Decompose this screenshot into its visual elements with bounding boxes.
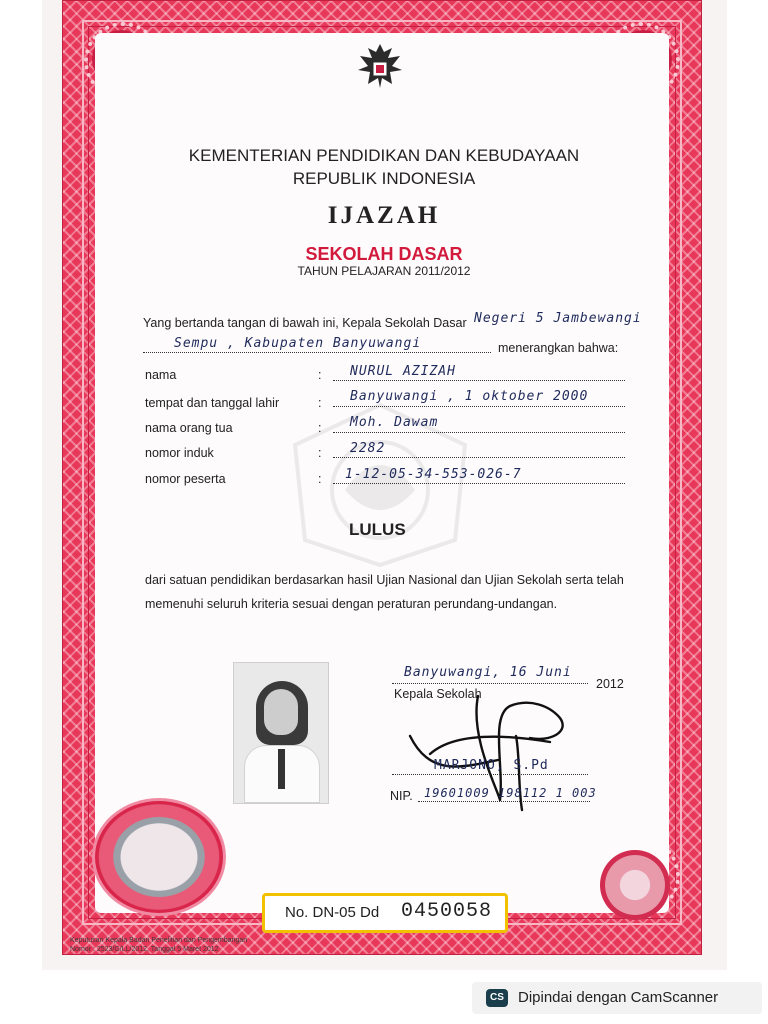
school-level: SEKOLAH DASAR bbox=[305, 244, 463, 264]
field-label-nomor-induk: nomor induk bbox=[145, 446, 214, 460]
dotted-line bbox=[143, 352, 491, 353]
field-label-tempat-tanggal-lahir: tempat dan tanggal lahir bbox=[145, 396, 280, 410]
hologram-seal-icon bbox=[600, 850, 670, 920]
colon: : bbox=[318, 446, 322, 460]
school-year: TAHUN PELAJARAN 2011/2012 bbox=[297, 264, 471, 278]
camscanner-badge bbox=[472, 982, 762, 1014]
signature-place-date: Banyuwangi, 16 Juni bbox=[404, 665, 572, 680]
field-value-nama-orang-tua: Moh. Dawam bbox=[350, 415, 439, 430]
dotted-line bbox=[418, 801, 590, 802]
field-value-nomor-induk: 2282 bbox=[350, 441, 386, 456]
dotted-line bbox=[333, 457, 625, 458]
intro-text: Yang bertanda tangan di bawah ini, Kepala Sekolah Dasar bbox=[143, 316, 467, 330]
decree-line-1: Keputusan Kepala Badan Penelitian dan Pengembangan bbox=[70, 937, 248, 944]
field-label-nama: nama bbox=[145, 368, 177, 382]
decree-note bbox=[70, 936, 290, 954]
field-value-nama: NURUL AZIZAH bbox=[350, 364, 456, 379]
school-seal-icon bbox=[92, 798, 226, 916]
colon: : bbox=[318, 421, 322, 435]
intro-text-after: menerangkan bahwa: bbox=[498, 341, 619, 355]
student-photo bbox=[233, 662, 329, 804]
camscanner-logo-icon: CS bbox=[486, 989, 508, 1007]
ministry-line-2: REPUBLIK INDONESIA bbox=[292, 169, 476, 188]
field-value-nomor-peserta: 1-12-05-34-553-026-7 bbox=[345, 467, 522, 482]
dotted-line bbox=[333, 432, 625, 433]
signature-role: Kepala Sekolah bbox=[394, 687, 482, 701]
field-value-tempat-tanggal-lahir: Banyuwangi , 1 oktober 2000 bbox=[350, 389, 589, 404]
signature-year: 2012 bbox=[596, 677, 624, 691]
description-line-1: dari satuan pendidikan berdasarkan hasil Ujian Nasional dan Ujian Sekolah serta telah bbox=[145, 573, 624, 587]
nip-value: 19601009 198112 1 003 bbox=[424, 786, 597, 800]
dotted-line bbox=[333, 380, 625, 381]
colon: : bbox=[318, 472, 322, 486]
description-line-2: memenuhi seluruh kriteria sesuai dengan peraturan perundang-undangan. bbox=[145, 597, 558, 611]
document-title: IJAZAH bbox=[327, 202, 441, 229]
camscanner-text: Dipindai dengan CamScanner bbox=[518, 989, 719, 1006]
school-name-handwritten: Negeri 5 Jambewangi bbox=[474, 311, 642, 326]
decree-line-2: Nomor : 2523/G/LL/2012, Tanggal 5 Maret 2012 bbox=[70, 946, 219, 953]
graduation-status: LULUS bbox=[349, 520, 406, 539]
garuda-emblem-icon bbox=[352, 38, 408, 94]
principal-name: MARJONO, S.Pd bbox=[434, 758, 549, 773]
colon: : bbox=[318, 368, 322, 382]
field-label-nomor-peserta: nomor peserta bbox=[145, 472, 226, 486]
document-number-box bbox=[262, 893, 508, 933]
dotted-line bbox=[392, 774, 588, 775]
colon: : bbox=[318, 396, 322, 410]
dotted-line bbox=[333, 483, 625, 484]
nip-label: NIP. bbox=[390, 789, 413, 803]
school-location-handwritten: Sempu , Kabupaten Banyuwangi bbox=[174, 336, 422, 351]
field-label-nama-orang-tua: nama orang tua bbox=[145, 421, 233, 435]
ministry-line-1: KEMENTERIAN PENDIDIKAN DAN KEBUDAYAAN bbox=[188, 146, 580, 165]
dotted-line bbox=[333, 406, 625, 407]
document-serial-number: 0450058 bbox=[401, 900, 493, 923]
document-number-prefix: No. DN-05 Dd bbox=[285, 904, 380, 921]
